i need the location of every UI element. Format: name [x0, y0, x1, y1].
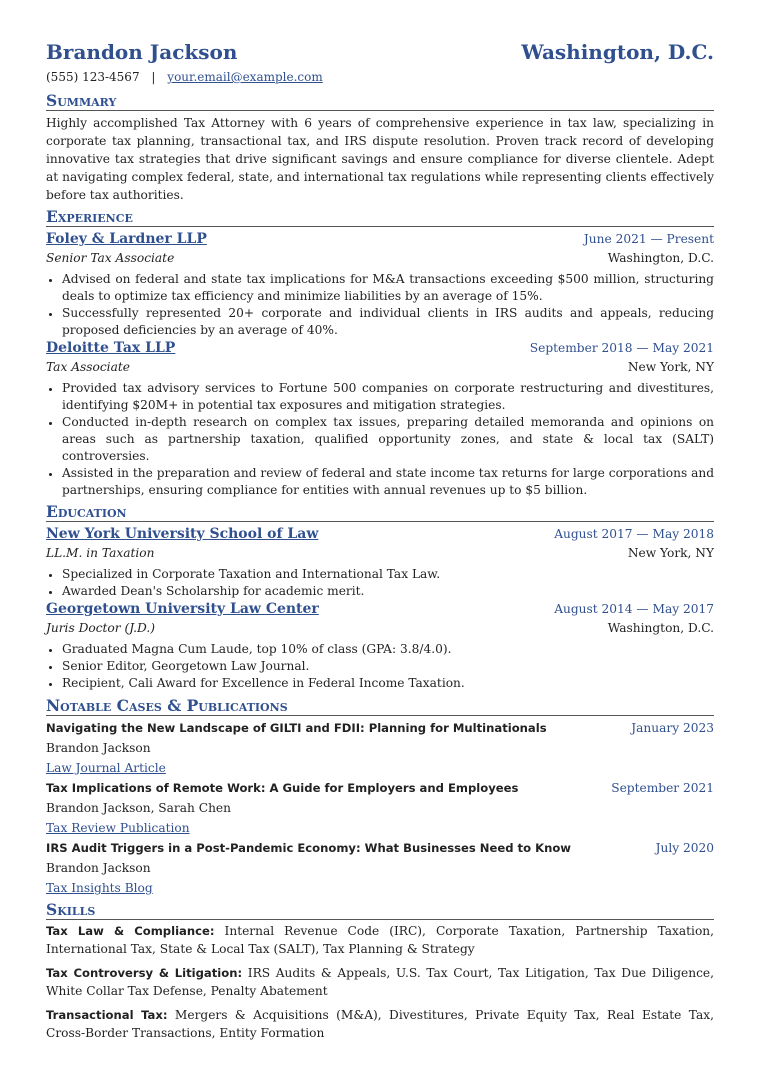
publication-title: IRS Audit Triggers in a Post-Pandemic Economy: What Businesses Need to Know	[46, 841, 572, 855]
resume-header	[46, 38, 714, 68]
degree: LL.M. in Taxation	[46, 546, 155, 560]
bullet-item: • Awarded Dean's Scholarship for academic merit.	[62, 583, 714, 600]
job-location: Washington, D.C.	[607, 251, 714, 265]
job-dates: September 2018 — May 2021	[529, 341, 714, 355]
job-title: Tax Associate	[46, 360, 130, 374]
publication-link[interactable]: Tax Insights Blog	[46, 881, 153, 895]
publication-entry	[46, 778, 714, 838]
candidate-name: Brandon Jackson	[46, 40, 238, 64]
employer-link[interactable]: Foley & Lardner LLP	[46, 231, 207, 247]
skill-items: Internal Revenue Code (IRC), Corporate Taxation, Partnership Taxation, International Tax, State & Local Tax (SALT), Tax Planning & Strategy	[46, 924, 715, 956]
skill-group	[46, 964, 714, 1000]
publication-title: Tax Implications of Remote Work: A Guide for Employers and Employees	[46, 781, 519, 795]
skill-group	[46, 1006, 714, 1042]
education-bullets	[46, 566, 714, 600]
employer-link[interactable]: Deloitte Tax LLP	[46, 340, 176, 356]
publication-entry	[46, 718, 714, 778]
job-location: New York, NY	[627, 360, 714, 374]
job-dates: June 2021 — Present	[583, 232, 714, 246]
education-entry	[46, 525, 714, 600]
skill-category: Transactional Tax:	[46, 1008, 168, 1022]
education-dates: August 2017 — May 2018	[554, 527, 714, 541]
education-heading: Education	[46, 503, 714, 522]
publication-date: July 2020	[655, 841, 714, 855]
email-link[interactable]: your.email@example.com	[167, 70, 323, 84]
publication-authors: Brandon Jackson	[46, 861, 151, 875]
contact-line	[46, 68, 714, 86]
education-dates: August 2014 — May 2017	[554, 602, 714, 616]
job-entry	[46, 339, 714, 499]
education-bullets	[46, 641, 714, 692]
bullet-item: • Provided tax advisory services to Fortune 500 companies on corporate restructuring and divestitures, identifying $20M+ in potential tax exposures and mitigation strategies.	[62, 380, 714, 414]
candidate-location: Washington, D.C.	[521, 40, 714, 64]
school-link[interactable]: Georgetown University Law Center	[46, 601, 319, 617]
school-link[interactable]: New York University School of Law	[46, 526, 319, 542]
skill-category: Tax Law & Compliance:	[46, 924, 215, 938]
contact-separator: |	[151, 70, 156, 84]
publication-link[interactable]: Tax Review Publication	[46, 821, 190, 835]
skills-list	[46, 922, 714, 1042]
experience-heading: Experience	[46, 208, 714, 227]
bullet-item: • Graduated Magna Cum Laude, top 10% of class (GPA: 3.8/4.0).	[62, 641, 714, 658]
resume-page	[46, 38, 714, 1042]
publication-date: January 2023	[631, 721, 714, 735]
education-entry	[46, 600, 714, 692]
summary-heading: Summary	[46, 92, 714, 111]
publication-entry	[46, 838, 714, 898]
job-entry	[46, 230, 714, 339]
job-title: Senior Tax Associate	[46, 251, 175, 265]
bullet-item: • Advised on federal and state tax implications for M&A transactions exceeding $500 million, structuring deals to optimize tax efficiency and minimize liabilities by an average of 15%.	[62, 271, 714, 305]
bullet-item: • Successfully represented 20+ corporate and individual clients in IRS audits and appeals, reducing proposed deficiencies by an average of 40%.	[62, 305, 714, 339]
skill-category: Tax Controversy & Litigation:	[46, 966, 243, 980]
publication-link[interactable]: Law Journal Article	[46, 761, 166, 775]
skill-items: IRS Audits & Appeals, U.S. Tax Court, Tax Litigation, Tax Due Diligence, White Collar Tax Defense, Penalty Abatement	[46, 966, 715, 998]
bullet-item: • Assisted in the preparation and review of federal and state income tax returns for large corporations and partnerships, ensuring compliance for entities with annual revenues up to $5 billion.	[62, 465, 714, 499]
school-location: Washington, D.C.	[607, 621, 714, 635]
publication-authors: Brandon Jackson, Sarah Chen	[46, 801, 231, 815]
skill-group	[46, 922, 714, 958]
publication-title: Navigating the New Landscape of GILTI and FDII: Planning for Multinationals	[46, 721, 547, 735]
bullet-item: • Senior Editor, Georgetown Law Journal.	[62, 658, 714, 675]
skills-heading: Skills	[46, 901, 714, 920]
phone-number: (555) 123-4567	[46, 70, 140, 84]
job-bullets	[46, 380, 714, 499]
summary-text: Highly accomplished Tax Attorney with 6 years of comprehensive experience in tax law, specializing in corporate tax planning, transactional tax, and IRS dispute resolution. Proven track record of developing innovative tax strategies that drive significant savings and ensure compliance for diverse clientele. Adept at navigating complex federal, state, and international tax regulations while representing clients effectively before tax authorities.	[46, 116, 714, 202]
bullet-item: • Conducted in-depth research on complex tax issues, preparing detailed memoranda and opinions on areas such as partnership taxation, qualified opportunity zones, and state & local tax (SALT) controversies.	[62, 414, 714, 465]
publication-date: September 2021	[611, 781, 714, 795]
school-location: New York, NY	[627, 546, 714, 560]
job-bullets	[46, 271, 714, 339]
bullet-item: • Specialized in Corporate Taxation and International Tax Law.	[62, 566, 714, 583]
skill-items: Mergers & Acquisitions (M&A), Divestitures, Private Equity Tax, Real Estate Tax, Cross-Border Transactions, Entity Formation	[46, 1008, 714, 1040]
publication-authors: Brandon Jackson	[46, 741, 151, 755]
bullet-item: • Recipient, Cali Award for Excellence in Federal Income Taxation.	[62, 675, 714, 692]
publications-heading: Notable Cases & Publications	[46, 697, 714, 716]
degree: Juris Doctor (J.D.)	[46, 621, 155, 635]
